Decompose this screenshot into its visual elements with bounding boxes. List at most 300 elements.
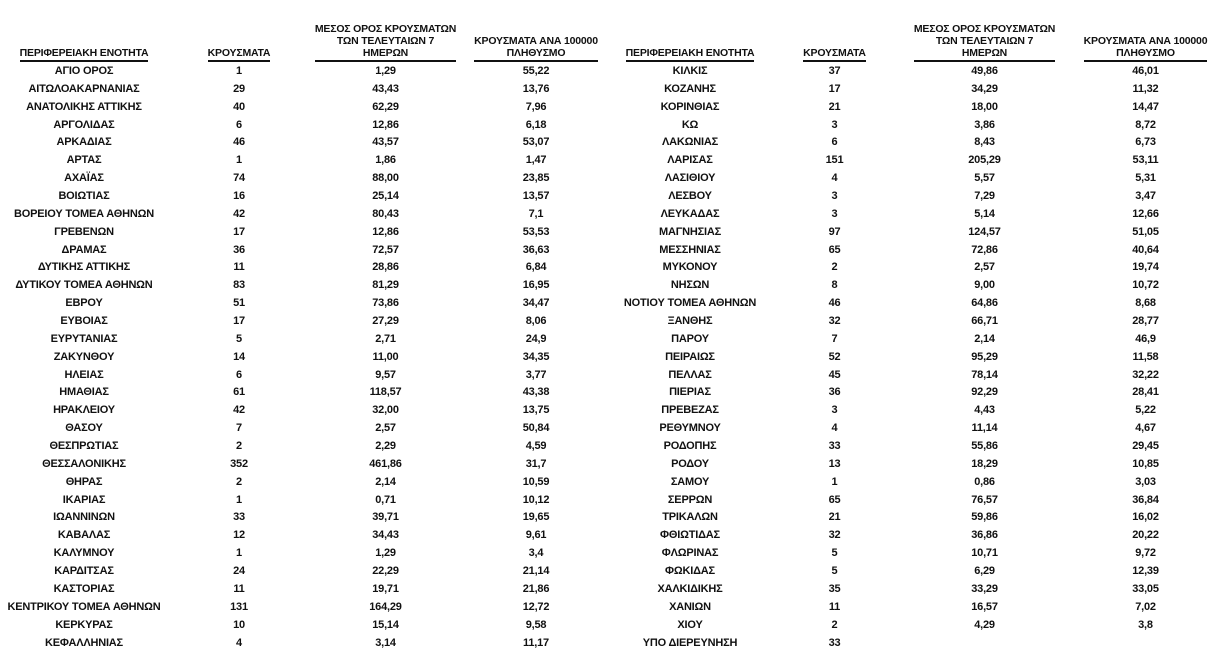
- region-cell: ΑΡΚΑΔΙΑΣ: [0, 134, 168, 152]
- region-cell: ΧΑΛΚΙΔΙΚΗΣ: [611, 581, 769, 599]
- avg7-cell: 32,00: [310, 402, 461, 420]
- table-row: [0, 117, 611, 135]
- cases-cell: 36: [168, 242, 310, 260]
- table-row: [0, 367, 611, 385]
- region-cell: ΘΗΡΑΣ: [0, 474, 168, 492]
- cases-cell: 5: [168, 331, 310, 349]
- cases-cell: 5: [769, 563, 900, 581]
- table-row: [611, 152, 1222, 170]
- per100k-cell: 53,11: [1069, 152, 1222, 170]
- right-table-body: [611, 63, 1222, 652]
- per100k-cell: [1069, 635, 1222, 652]
- avg7-cell: 461,86: [310, 456, 461, 474]
- cases-cell: 1: [168, 492, 310, 510]
- per100k-cell: 11,17: [461, 635, 611, 652]
- cases-cell: 29: [168, 81, 310, 99]
- per100k-cell: 11,32: [1069, 81, 1222, 99]
- region-cell: ΠΕΛΛΑΣ: [611, 367, 769, 385]
- per100k-cell: 12,39: [1069, 563, 1222, 581]
- avg7-cell: 34,43: [310, 527, 461, 545]
- region-cell: ΔΥΤΙΚΗΣ ΑΤΤΙΚΗΣ: [0, 259, 168, 277]
- right-cases-table: [611, 10, 1222, 652]
- per100k-cell: 13,76: [461, 81, 611, 99]
- avg7-cell: 11,14: [900, 420, 1069, 438]
- per100k-cell: 3,03: [1069, 474, 1222, 492]
- per100k-cell: 3,77: [461, 367, 611, 385]
- region-cell: ΑΝΑΤΟΛΙΚΗΣ ΑΤΤΙΚΗΣ: [0, 99, 168, 117]
- per100k-cell: 8,68: [1069, 295, 1222, 313]
- avg7-cell: 8,43: [900, 134, 1069, 152]
- cases-cell: 4: [769, 170, 900, 188]
- avg7-cell: 1,86: [310, 152, 461, 170]
- table-row: [0, 492, 611, 510]
- region-cell: ΜΕΣΣΗΝΙΑΣ: [611, 242, 769, 260]
- cases-cell: 7: [168, 420, 310, 438]
- region-cell: ΑΙΤΩΛΟΑΚΑΡΝΑΝΙΑΣ: [0, 81, 168, 99]
- region-cell: ΔΡΑΜΑΣ: [0, 242, 168, 260]
- per100k-cell: 19,65: [461, 509, 611, 527]
- region-cell: ΗΡΑΚΛΕΙΟΥ: [0, 402, 168, 420]
- avg7-cell: 3,86: [900, 117, 1069, 135]
- avg7-cell: 72,86: [900, 242, 1069, 260]
- region-cell: ΚΕΝΤΡΙΚΟΥ ΤΟΜΕΑ ΑΘΗΝΩΝ: [0, 599, 168, 617]
- per100k-cell: 53,53: [461, 224, 611, 242]
- cases-cell: 46: [168, 134, 310, 152]
- cases-cell: 33: [769, 635, 900, 652]
- table-row: [611, 242, 1222, 260]
- region-cell: ΡΕΘΥΜΝΟΥ: [611, 420, 769, 438]
- table-row: [611, 117, 1222, 135]
- left-cases-table: [0, 10, 611, 652]
- cases-cell: 42: [168, 402, 310, 420]
- cases-cell: 24: [168, 563, 310, 581]
- per100k-cell: 6,84: [461, 259, 611, 277]
- avg7-cell: 43,57: [310, 134, 461, 152]
- table-row: [611, 581, 1222, 599]
- table-row: [611, 509, 1222, 527]
- avg7-cell: 95,29: [900, 349, 1069, 367]
- per100k-cell: 34,47: [461, 295, 611, 313]
- table-row: [0, 331, 611, 349]
- table-row: [611, 617, 1222, 635]
- header-per100k: ΚΡΟΥΣΜΑΤΑ ΑΝΑ 100000 ΠΛΗΘΥΣΜΟ: [1069, 10, 1222, 63]
- region-cell: ΦΘΙΩΤΙΔΑΣ: [611, 527, 769, 545]
- per100k-cell: 28,41: [1069, 384, 1222, 402]
- avg7-cell: 25,14: [310, 188, 461, 206]
- table-row: [0, 99, 611, 117]
- cases-cell: 12: [168, 527, 310, 545]
- region-cell: ΠΙΕΡΙΑΣ: [611, 384, 769, 402]
- avg7-cell: 18,00: [900, 99, 1069, 117]
- table-row: [0, 563, 611, 581]
- table-row: [0, 134, 611, 152]
- region-cell: ΙΩΑΝΝΙΝΩΝ: [0, 509, 168, 527]
- left-table-body: [0, 63, 611, 652]
- per100k-cell: 9,72: [1069, 545, 1222, 563]
- region-cell: ΠΡΕΒΕΖΑΣ: [611, 402, 769, 420]
- region-cell: ΦΛΩΡΙΝΑΣ: [611, 545, 769, 563]
- cases-cell: 7: [769, 331, 900, 349]
- per100k-cell: 11,58: [1069, 349, 1222, 367]
- region-cell: ΑΧΑΪΑΣ: [0, 170, 168, 188]
- avg7-cell: 3,14: [310, 635, 461, 652]
- table-row: [611, 134, 1222, 152]
- avg7-cell: 81,29: [310, 277, 461, 295]
- header-avg7: ΜΕΣΟΣ ΟΡΟΣ ΚΡΟΥΣΜΑΤΩΝ ΤΩΝ ΤΕΛΕΥΤΑΙΩΝ 7 ΗΜΕΡΩΝ: [310, 10, 461, 63]
- per100k-cell: 16,02: [1069, 509, 1222, 527]
- cases-cell: 32: [769, 527, 900, 545]
- avg7-cell: 0,71: [310, 492, 461, 510]
- cases-cell: 1: [168, 545, 310, 563]
- region-cell: ΛΕΣΒΟΥ: [611, 188, 769, 206]
- avg7-cell: 36,86: [900, 527, 1069, 545]
- per100k-cell: 24,9: [461, 331, 611, 349]
- table-row: [611, 527, 1222, 545]
- per100k-cell: 33,05: [1069, 581, 1222, 599]
- per100k-cell: 8,06: [461, 313, 611, 331]
- per100k-cell: 31,7: [461, 456, 611, 474]
- avg7-cell: 80,43: [310, 206, 461, 224]
- table-row: [0, 635, 611, 652]
- per100k-cell: 7,02: [1069, 599, 1222, 617]
- table-row: [0, 617, 611, 635]
- table-row: [0, 170, 611, 188]
- avg7-cell: 2,57: [310, 420, 461, 438]
- region-cell: ΛΑΣΙΘΙΟΥ: [611, 170, 769, 188]
- region-cell: ΒΟΙΩΤΙΑΣ: [0, 188, 168, 206]
- per100k-cell: 9,61: [461, 527, 611, 545]
- per100k-cell: 23,85: [461, 170, 611, 188]
- header-row: [0, 10, 611, 63]
- cases-cell: 21: [769, 509, 900, 527]
- per100k-cell: 4,59: [461, 438, 611, 456]
- region-cell: ΗΜΑΘΙΑΣ: [0, 384, 168, 402]
- region-cell: ΛΑΡΙΣΑΣ: [611, 152, 769, 170]
- cases-cell: 4: [769, 420, 900, 438]
- table-row: [0, 402, 611, 420]
- table-row: [611, 635, 1222, 652]
- table-row: [0, 313, 611, 331]
- region-cell: ΕΥΒΟΙΑΣ: [0, 313, 168, 331]
- cases-cell: 2: [769, 617, 900, 635]
- region-cell: ΜΥΚΟΝΟΥ: [611, 259, 769, 277]
- table-row: [0, 509, 611, 527]
- table-row: [611, 599, 1222, 617]
- cases-cell: 11: [168, 581, 310, 599]
- avg7-cell: 9,00: [900, 277, 1069, 295]
- per100k-cell: 36,84: [1069, 492, 1222, 510]
- region-cell: ΙΚΑΡΙΑΣ: [0, 492, 168, 510]
- cases-cell: 40: [168, 99, 310, 117]
- region-cell: ΠΑΡΟΥ: [611, 331, 769, 349]
- table-row: [611, 224, 1222, 242]
- region-cell: ΚΟΡΙΝΘΙΑΣ: [611, 99, 769, 117]
- region-cell: ΗΛΕΙΑΣ: [0, 367, 168, 385]
- per100k-cell: 46,9: [1069, 331, 1222, 349]
- header-avg7: ΜΕΣΟΣ ΟΡΟΣ ΚΡΟΥΣΜΑΤΩΝ ΤΩΝ ΤΕΛΕΥΤΑΙΩΝ 7 ΗΜΕΡΩΝ: [900, 10, 1069, 63]
- table-row: [611, 349, 1222, 367]
- cases-cell: 151: [769, 152, 900, 170]
- avg7-cell: 2,14: [310, 474, 461, 492]
- cases-cell: 45: [769, 367, 900, 385]
- per100k-cell: 34,35: [461, 349, 611, 367]
- per100k-cell: 53,07: [461, 134, 611, 152]
- table-row: [611, 563, 1222, 581]
- table-row: [611, 420, 1222, 438]
- avg7-cell: 9,57: [310, 367, 461, 385]
- cases-cell: 4: [168, 635, 310, 652]
- table-row: [0, 224, 611, 242]
- table-row: [0, 259, 611, 277]
- avg7-cell: 5,57: [900, 170, 1069, 188]
- avg7-cell: 59,86: [900, 509, 1069, 527]
- avg7-cell: 72,57: [310, 242, 461, 260]
- table-row: [611, 295, 1222, 313]
- table-row: [0, 599, 611, 617]
- avg7-cell: 88,00: [310, 170, 461, 188]
- cases-cell: 6: [168, 117, 310, 135]
- region-cell: ΘΕΣΠΡΩΤΙΑΣ: [0, 438, 168, 456]
- region-cell: ΠΕΙΡΑΙΩΣ: [611, 349, 769, 367]
- table-row: [0, 277, 611, 295]
- cases-cell: 1: [168, 152, 310, 170]
- region-cell: ΕΒΡΟΥ: [0, 295, 168, 313]
- table-row: [0, 188, 611, 206]
- table-row: [611, 81, 1222, 99]
- cases-cell: 3: [769, 117, 900, 135]
- avg7-cell: 2,57: [900, 259, 1069, 277]
- per100k-cell: 12,72: [461, 599, 611, 617]
- cases-cell: 37: [769, 63, 900, 81]
- per100k-cell: 21,86: [461, 581, 611, 599]
- per100k-cell: 10,72: [1069, 277, 1222, 295]
- per100k-cell: 36,63: [461, 242, 611, 260]
- table-row: [611, 188, 1222, 206]
- per100k-cell: 13,75: [461, 402, 611, 420]
- region-cell: ΕΥΡΥΤΑΝΙΑΣ: [0, 331, 168, 349]
- cases-cell: 65: [769, 492, 900, 510]
- region-cell: ΖΑΚΥΝΘΟΥ: [0, 349, 168, 367]
- per100k-cell: 6,18: [461, 117, 611, 135]
- cases-cell: 42: [168, 206, 310, 224]
- per100k-cell: 3,4: [461, 545, 611, 563]
- cases-cell: 2: [168, 438, 310, 456]
- per100k-cell: 6,73: [1069, 134, 1222, 152]
- cases-cell: 97: [769, 224, 900, 242]
- per100k-cell: 43,38: [461, 384, 611, 402]
- region-cell: ΚΑΒΑΛΑΣ: [0, 527, 168, 545]
- per100k-cell: 7,96: [461, 99, 611, 117]
- cases-cell: 14: [168, 349, 310, 367]
- table-row: [0, 206, 611, 224]
- header-region: ΠΕΡΙΦΕΡΕΙΑΚΗ ΕΝΟΤΗΤΑ: [611, 10, 769, 63]
- region-cell: ΑΓΙΟ ΟΡΟΣ: [0, 63, 168, 81]
- header-cases: ΚΡΟΥΣΜΑΤΑ: [168, 10, 310, 63]
- avg7-cell: 7,29: [900, 188, 1069, 206]
- cases-cell: 13: [769, 456, 900, 474]
- cases-cell: 3: [769, 206, 900, 224]
- region-cell: ΡΟΔΟΥ: [611, 456, 769, 474]
- region-cell: ΒΟΡΕΙΟΥ ΤΟΜΕΑ ΑΘΗΝΩΝ: [0, 206, 168, 224]
- table-row: [611, 402, 1222, 420]
- cases-cell: 33: [168, 509, 310, 527]
- cases-cell: 36: [769, 384, 900, 402]
- per100k-cell: 19,74: [1069, 259, 1222, 277]
- avg7-cell: 66,71: [900, 313, 1069, 331]
- per100k-cell: 10,59: [461, 474, 611, 492]
- cases-cell: 11: [769, 599, 900, 617]
- avg7-cell: 6,29: [900, 563, 1069, 581]
- avg7-cell: 18,29: [900, 456, 1069, 474]
- avg7-cell: 4,43: [900, 402, 1069, 420]
- region-cell: ΚΑΛΥΜΝΟΥ: [0, 545, 168, 563]
- per100k-cell: 7,1: [461, 206, 611, 224]
- avg7-cell: 1,29: [310, 545, 461, 563]
- avg7-cell: 49,86: [900, 63, 1069, 81]
- per100k-cell: 5,31: [1069, 170, 1222, 188]
- per100k-cell: 10,12: [461, 492, 611, 510]
- per100k-cell: 12,66: [1069, 206, 1222, 224]
- cases-cell: 2: [168, 474, 310, 492]
- header-region: ΠΕΡΙΦΕΡΕΙΑΚΗ ΕΝΟΤΗΤΑ: [0, 10, 168, 63]
- avg7-cell: 16,57: [900, 599, 1069, 617]
- region-cell: ΚΩ: [611, 117, 769, 135]
- cases-cell: 6: [168, 367, 310, 385]
- table-row: [611, 99, 1222, 117]
- avg7-cell: 2,29: [310, 438, 461, 456]
- avg7-cell: 124,57: [900, 224, 1069, 242]
- table-row: [611, 492, 1222, 510]
- table-row: [0, 384, 611, 402]
- avg7-cell: 33,29: [900, 581, 1069, 599]
- avg7-cell: 118,57: [310, 384, 461, 402]
- avg7-cell: 78,14: [900, 367, 1069, 385]
- region-cell: ΚΕΦΑΛΛΗΝΙΑΣ: [0, 635, 168, 652]
- avg7-cell: 205,29: [900, 152, 1069, 170]
- cases-cell: 10: [168, 617, 310, 635]
- table-row: [0, 438, 611, 456]
- table-row: [0, 527, 611, 545]
- table-row: [0, 81, 611, 99]
- table-row: [611, 206, 1222, 224]
- region-cell: ΘΕΣΣΑΛΟΝΙΚΗΣ: [0, 456, 168, 474]
- cases-cell: 1: [168, 63, 310, 81]
- table-row: [0, 349, 611, 367]
- avg7-cell: 73,86: [310, 295, 461, 313]
- cases-cell: 17: [168, 313, 310, 331]
- per100k-cell: 5,22: [1069, 402, 1222, 420]
- table-row: [611, 545, 1222, 563]
- avg7-cell: 4,29: [900, 617, 1069, 635]
- per100k-cell: 9,58: [461, 617, 611, 635]
- region-cell: ΚΑΡΔΙΤΣΑΣ: [0, 563, 168, 581]
- table-row: [0, 456, 611, 474]
- cases-cell: 6: [769, 134, 900, 152]
- region-cell: ΧΙΟΥ: [611, 617, 769, 635]
- table-row: [0, 474, 611, 492]
- avg7-cell: 2,71: [310, 331, 461, 349]
- per100k-cell: 20,22: [1069, 527, 1222, 545]
- avg7-cell: 5,14: [900, 206, 1069, 224]
- cases-cell: 61: [168, 384, 310, 402]
- cases-cell: 46: [769, 295, 900, 313]
- avg7-cell: 62,29: [310, 99, 461, 117]
- cases-cell: 2: [769, 259, 900, 277]
- table-row: [0, 295, 611, 313]
- cases-report: [0, 10, 1222, 652]
- per100k-cell: 8,72: [1069, 117, 1222, 135]
- region-cell: ΡΟΔΟΠΗΣ: [611, 438, 769, 456]
- region-cell: ΧΑΝΙΩΝ: [611, 599, 769, 617]
- cases-cell: 32: [769, 313, 900, 331]
- avg7-cell: 43,43: [310, 81, 461, 99]
- per100k-cell: 21,14: [461, 563, 611, 581]
- table-row: [611, 170, 1222, 188]
- avg7-cell: [900, 635, 1069, 652]
- avg7-cell: 28,86: [310, 259, 461, 277]
- region-cell: ΤΡΙΚΑΛΩΝ: [611, 509, 769, 527]
- table-row: [0, 420, 611, 438]
- region-cell: ΘΑΣΟΥ: [0, 420, 168, 438]
- cases-cell: 74: [168, 170, 310, 188]
- region-cell: ΚΑΣΤΟΡΙΑΣ: [0, 581, 168, 599]
- per100k-cell: 29,45: [1069, 438, 1222, 456]
- cases-cell: 352: [168, 456, 310, 474]
- table-row: [0, 581, 611, 599]
- cases-cell: 8: [769, 277, 900, 295]
- per100k-cell: 13,57: [461, 188, 611, 206]
- region-cell: ΚΕΡΚΥΡΑΣ: [0, 617, 168, 635]
- region-cell: ΝΟΤΙΟΥ ΤΟΜΕΑ ΑΘΗΝΩΝ: [611, 295, 769, 313]
- cases-cell: 131: [168, 599, 310, 617]
- avg7-cell: 1,29: [310, 63, 461, 81]
- avg7-cell: 27,29: [310, 313, 461, 331]
- region-cell: ΛΕΥΚΑΔΑΣ: [611, 206, 769, 224]
- table-row: [0, 63, 611, 81]
- avg7-cell: 11,00: [310, 349, 461, 367]
- header-cases: ΚΡΟΥΣΜΑΤΑ: [769, 10, 900, 63]
- region-cell: ΔΥΤΙΚΟΥ ΤΟΜΕΑ ΑΘΗΝΩΝ: [0, 277, 168, 295]
- per100k-cell: 28,77: [1069, 313, 1222, 331]
- region-cell: ΑΡΓΟΛΙΔΑΣ: [0, 117, 168, 135]
- per100k-cell: 16,95: [461, 277, 611, 295]
- cases-cell: 51: [168, 295, 310, 313]
- per100k-cell: 50,84: [461, 420, 611, 438]
- region-cell: ΜΑΓΝΗΣΙΑΣ: [611, 224, 769, 242]
- per100k-cell: 10,85: [1069, 456, 1222, 474]
- table-row: [611, 474, 1222, 492]
- cases-cell: 17: [769, 81, 900, 99]
- avg7-cell: 64,86: [900, 295, 1069, 313]
- cases-cell: 33: [769, 438, 900, 456]
- per100k-cell: 55,22: [461, 63, 611, 81]
- region-cell: ΞΑΝΘΗΣ: [611, 313, 769, 331]
- table-row: [611, 384, 1222, 402]
- region-cell: ΚΟΖΑΝΗΣ: [611, 81, 769, 99]
- avg7-cell: 12,86: [310, 224, 461, 242]
- table-row: [0, 152, 611, 170]
- cases-cell: 65: [769, 242, 900, 260]
- table-row: [611, 438, 1222, 456]
- avg7-cell: 12,86: [310, 117, 461, 135]
- region-cell: ΓΡΕΒΕΝΩΝ: [0, 224, 168, 242]
- table-row: [611, 456, 1222, 474]
- per100k-cell: 51,05: [1069, 224, 1222, 242]
- region-cell: ΝΗΣΩΝ: [611, 277, 769, 295]
- cases-cell: 21: [769, 99, 900, 117]
- region-cell: ΚΙΛΚΙΣ: [611, 63, 769, 81]
- header-per100k: ΚΡΟΥΣΜΑΤΑ ΑΝΑ 100000 ΠΛΗΘΥΣΜΟ: [461, 10, 611, 63]
